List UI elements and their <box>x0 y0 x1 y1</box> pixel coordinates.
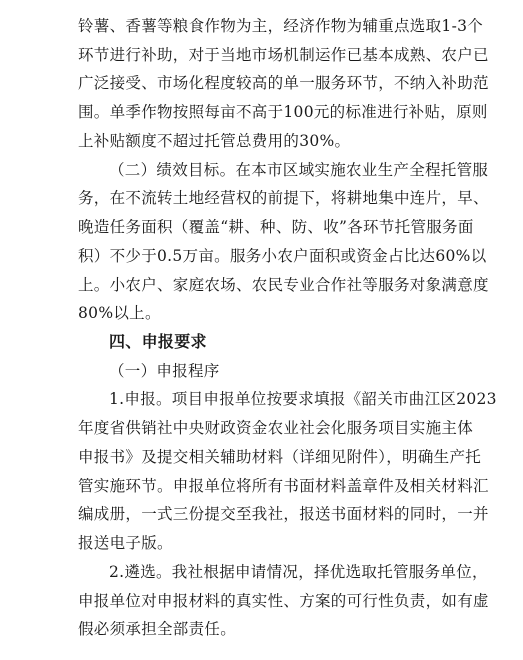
paragraph-line: 务，在不流转土地经营权的前提下，将耕地集中连片，早、 <box>78 189 489 207</box>
paragraph-line: 围。单季作物按照每亩不高于100元的标准进行补贴，原则 <box>78 103 488 121</box>
paragraph-line: 上。小农户、家庭农场、农民专业合作社等服务对象满意度 <box>78 276 489 294</box>
paragraph-line: 2.遴选。我社根据申请情况，择优选取托管服务单位， <box>109 563 488 581</box>
paragraph-line: 1.申报。项目申报单位按要求填报《韶关市曲江区2023 <box>109 390 497 408</box>
paragraph-line: （二）绩效目标。在本市区域实施农业生产全程托管服 <box>109 161 489 179</box>
paragraph-line: 年度省供销社中央财政资金农业社会化服务项目实施主体 <box>78 419 474 437</box>
paragraph-line: 80%以上。 <box>78 304 161 322</box>
paragraph-line: 假必须承担全部责任。 <box>78 620 237 638</box>
paragraph-line: 报送电子版。 <box>78 534 173 552</box>
paragraph-line: 申报书》及提交相关辅助材料（详细见附件），明确生产托 <box>78 448 482 466</box>
paragraph-line: 上补贴额度不超过托管总费用的30%。 <box>78 132 351 150</box>
subsection-heading: （一）申报程序 <box>109 362 220 380</box>
paragraph-line: 铃薯、香薯等粮食作物为主，经济作物为辅重点选取1-3个 <box>78 17 484 35</box>
paragraph-line: 编成册，一式三份提交至我社，报送书面材料的同时，一并 <box>78 505 489 523</box>
paragraph-line: 广泛接受、市场化程度较高的单一服务环节，不纳入补助范 <box>78 74 489 92</box>
paragraph-line: 积）不少于0.5万亩。服务小农户面积或资金占比达60%以 <box>78 247 487 265</box>
paragraph-line: 管实施环节。申报单位将所有书面材料盖章件及相关材料汇 <box>78 477 489 495</box>
section-heading: 四、申报要求 <box>109 332 207 351</box>
paragraph-line: 申报单位对申报材料的真实性、方案的可行性负责，如有虚 <box>78 592 489 610</box>
paragraph-line: 晚造任务面积（覆盖“耕、种、防、收”各环节托管服务面 <box>78 218 474 236</box>
paragraph-line: 环节进行补助，对于当地市场机制运作已基本成熟、农户已 <box>78 46 489 64</box>
